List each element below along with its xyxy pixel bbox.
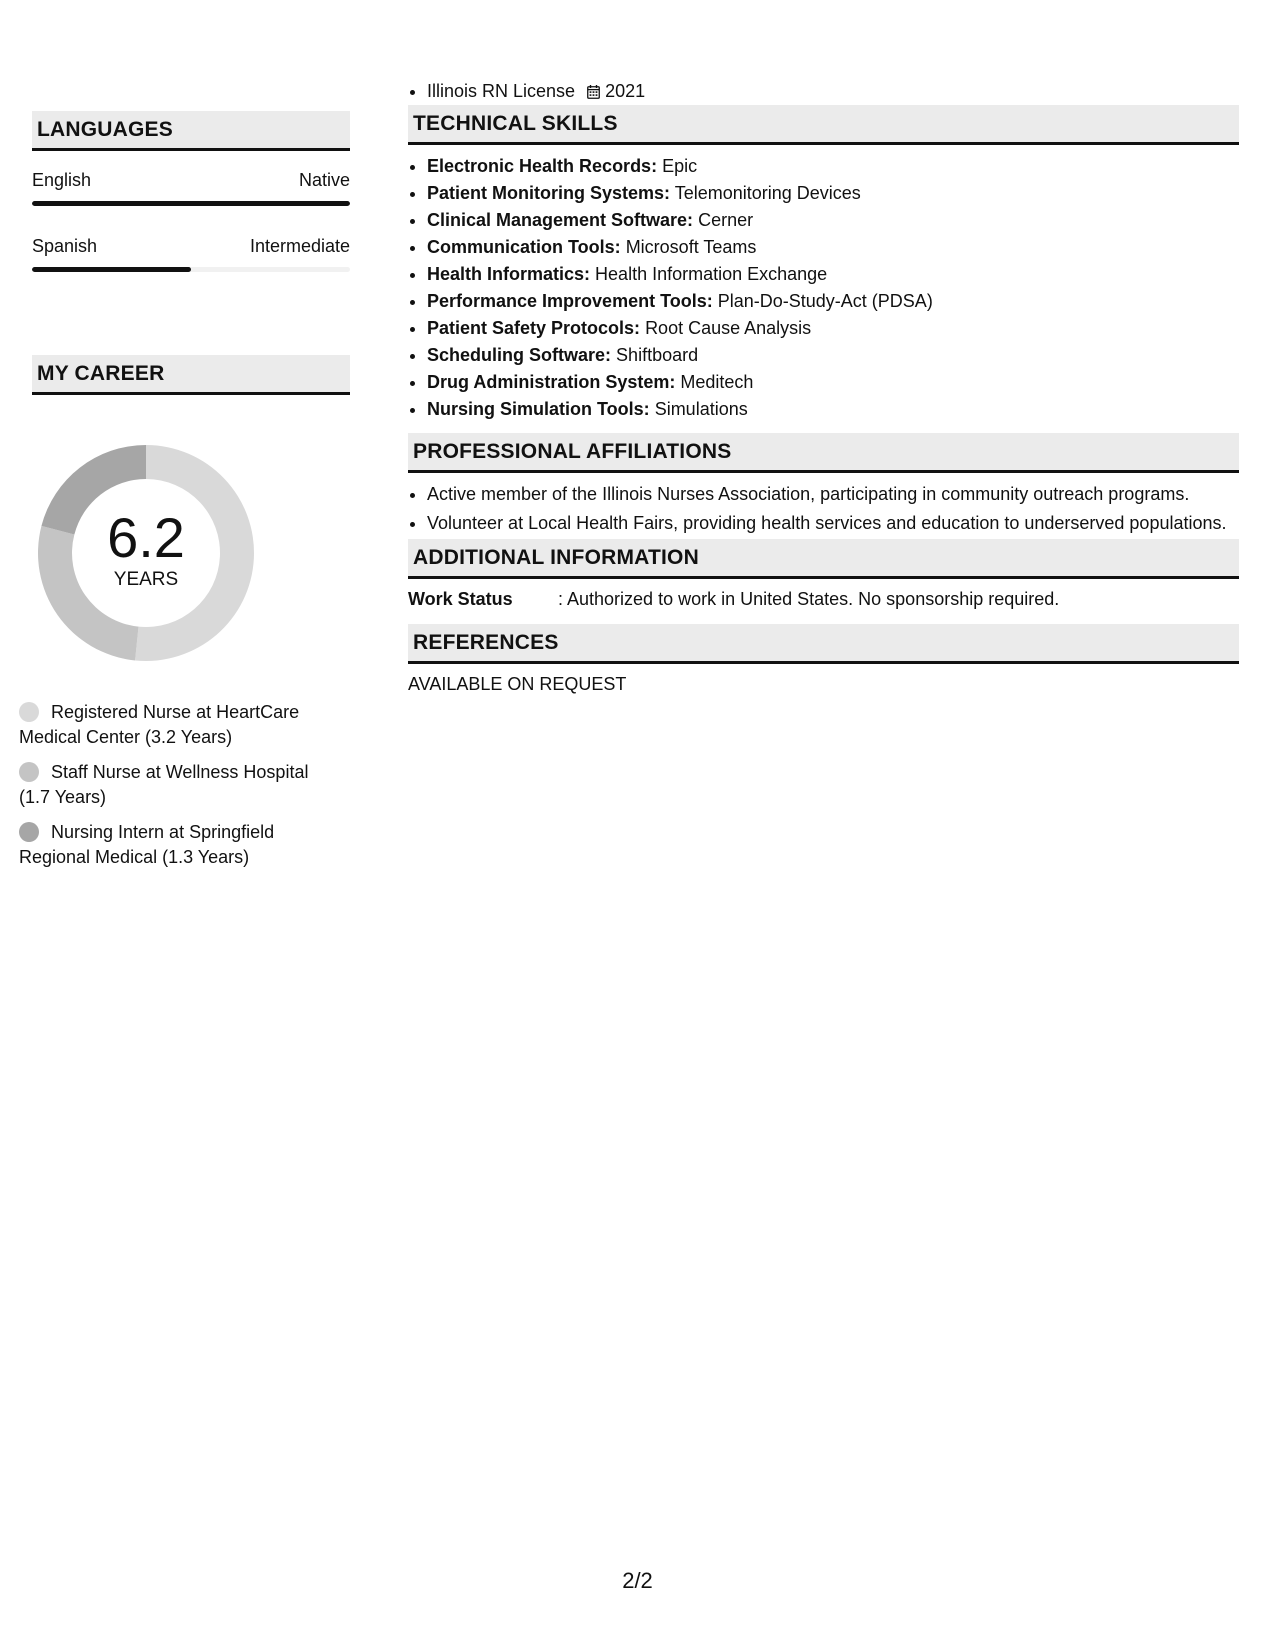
skill-name: Communication Tools: [427, 237, 621, 257]
career-total-unit: YEARS [113, 569, 179, 590]
career-legend-item [19, 820, 309, 870]
skill-name: Patient Safety Protocols: [427, 318, 641, 338]
legend-label: Registered Nurse at HeartCare Medical Center (3.2 Years) [19, 702, 300, 747]
additional-info-heading: ADDITIONAL INFORMATION [408, 539, 1239, 579]
certification-name: Illinois RN License [427, 81, 576, 101]
career-legend [19, 700, 309, 880]
work-status-label: Work Status [408, 589, 513, 609]
skill-item [427, 207, 1239, 234]
skill-name: Scheduling Software: [427, 345, 612, 365]
skill-name: Electronic Health Records: [427, 156, 658, 176]
skill-item [427, 369, 1239, 396]
career-legend-item [19, 760, 309, 810]
legend-label: Staff Nurse at Wellness Hospital (1.7 Years) [19, 762, 309, 807]
page-number: 2/2 [622, 1568, 653, 1593]
references-heading: REFERENCES [408, 624, 1239, 664]
technical-skills-heading: TECHNICAL SKILLS [408, 105, 1239, 145]
left-column [32, 111, 350, 385]
skill-item [427, 261, 1239, 288]
language-item-english [32, 169, 350, 206]
work-status-row [408, 587, 1239, 611]
skill-name: Drug Administration System: [427, 372, 676, 392]
affiliation-item: • Volunteer at Local Health Fairs, providing health services and education to underserved populations. [427, 510, 1239, 537]
skill-name: Performance Improvement Tools: [427, 291, 713, 311]
skill-item [427, 315, 1239, 342]
skill-item [427, 153, 1239, 180]
skill-item [427, 234, 1239, 261]
language-proficiency-bar [32, 267, 350, 272]
certification-year: 2021 [605, 81, 646, 101]
skill-item [427, 396, 1239, 423]
certification-list [408, 78, 1239, 105]
language-item-spanish [32, 235, 350, 272]
language-name: Spanish [32, 236, 98, 256]
calendar-icon [587, 85, 600, 99]
skill-value: Meditech [680, 372, 754, 392]
skill-value: Health Information Exchange [595, 264, 828, 284]
legend-label: Nursing Intern at Springfield Regional Medical (1.3 Years) [19, 822, 275, 867]
career-legend-item [19, 700, 309, 750]
skill-name: Clinical Management Software: [427, 210, 694, 230]
skill-value: Cerner [698, 210, 754, 230]
career-donut-center [34, 441, 258, 665]
legend-dot-icon [19, 762, 39, 782]
affiliations-heading: PROFESSIONAL AFFILIATIONS [408, 433, 1239, 473]
right-column [408, 78, 1239, 696]
skill-name: Patient Monitoring Systems: [427, 183, 671, 203]
language-name: English [32, 170, 92, 190]
skill-item [427, 342, 1239, 369]
affiliations-list [408, 481, 1239, 537]
skill-item [427, 288, 1239, 315]
language-level: Native [298, 170, 350, 190]
language-list [32, 169, 350, 272]
language-level: Intermediate [249, 236, 350, 256]
affiliation-item: • Active member of the Illinois Nurses Association, participating in community outreach programs. [427, 481, 1239, 508]
skill-value: Telemonitoring Devices [674, 183, 861, 203]
skill-value: Plan-Do-Study-Act (PDSA) [717, 291, 933, 311]
skill-value: Shiftboard [616, 345, 699, 365]
skill-name: Nursing Simulation Tools: [427, 399, 650, 419]
skill-value: Microsoft Teams [625, 237, 757, 257]
legend-dot-icon [19, 702, 39, 722]
career-heading: MY CAREER [32, 355, 350, 395]
references-text: AVAILABLE ON REQUEST [408, 674, 627, 694]
language-proficiency-bar [32, 201, 350, 206]
skill-value: Epic [662, 156, 698, 176]
skill-value: Simulations [654, 399, 748, 419]
certification-item [427, 78, 1239, 105]
career-total-years: 6.2 [107, 506, 185, 569]
legend-dot-icon [19, 822, 39, 842]
skill-value: Root Cause Analysis [645, 318, 812, 338]
language-proficiency-fill [32, 201, 350, 206]
skill-name: Health Informatics: [427, 264, 591, 284]
career-donut-chart [34, 441, 258, 665]
technical-skills-list [408, 153, 1239, 423]
language-proficiency-fill [32, 267, 191, 272]
languages-heading: LANGUAGES [32, 111, 350, 151]
work-status-value: : Authorized to work in United States. No sponsorship required. [558, 589, 1060, 609]
skill-item [427, 180, 1239, 207]
